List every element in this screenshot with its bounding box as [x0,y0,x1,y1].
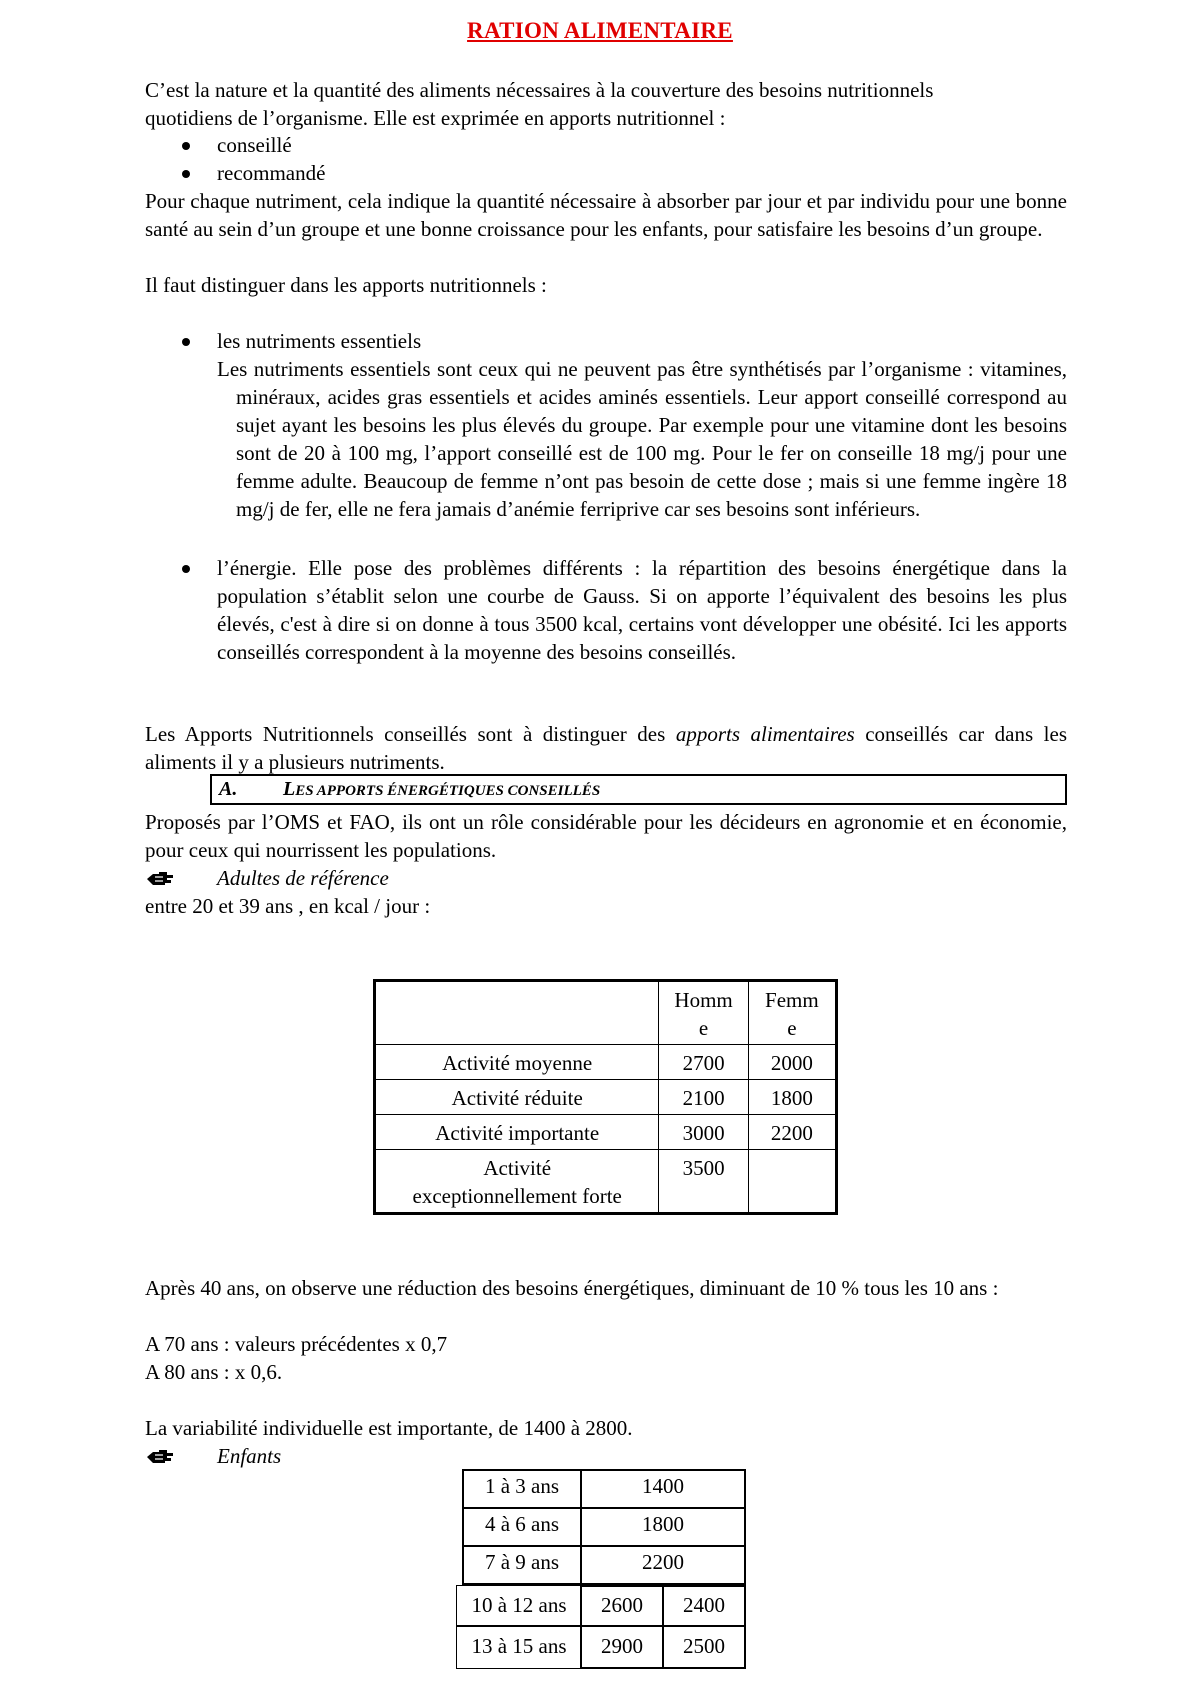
row-label [375,1150,659,1214]
cell-femme: 2000 [748,1045,836,1080]
bullet-icon [182,170,190,178]
bullet-essentials: les nutriments essentiels [217,329,422,353]
bullet-icon [182,565,190,573]
paragraph-essentials: Les nutriments essentiels sont ceux qui ne peuvent pas être synthétisés par l’organisme : vitamines, minéraux, acides gras essentiels et acides aminés essentiels. Leur apport conseillé correspond au sujet ayant les besoins les plus élevés du groupe. Par exemple pour une vitamine dont les besoins sont de 20 à 100 mg, l’apport conseillé est de 100 mg. Pour le fer on conseille 18 mg/j pour une femme adulte. Beaucoup de femme n’ont pas besoin de cette dose ; mais si une femme ingère 18 mg/j de fer, elle ne fera jamais d’anémie ferriprive car ses besoins sont inférieurs. [217,357,1067,521]
table-header-homme [659,981,748,1045]
apports-before: Les Apports Nutritionnels conseillés sont à distinguer des [145,722,676,746]
header-homme-line2: e [698,1016,709,1040]
paragraph-energy: l’énergie. Elle pose des problèmes différents : la répartition des besoins énergétique dans la population s’établit selon une courbe de Gauss. Si on apporte l’équivalent des besoins les plus élevés, c'est à dire si on donne à tous 3500 kcal, certains vont développer une obésité. Ici les apports conseillés correspondent à la moyenne des besoins conseillés. [217,556,1067,664]
section-title-cap: L [283,778,296,800]
bullet-icon [182,142,190,150]
value-cell: 1400 [580,1469,746,1509]
adult-energy-table [373,979,838,1215]
paragraph-nutriment: Pour chaque nutriment, cela indique la quantité nécessaire à absorber par jour et par individu pour une bonne santé au sein d’un groupe et une bonne croissance pour les enfants, pour satisfaire les besoins d’un groupe. [145,189,1067,241]
cell-homme: 2700 [659,1045,748,1080]
line-80-ans: A 80 ans : x 0,6. [145,1360,283,1384]
cell-homme: 2100 [659,1080,748,1115]
pointing-hand-icon [145,870,175,888]
value-cell: 2200 [580,1545,746,1585]
cell-femme: 1800 [748,1080,836,1115]
section-title-rest: ES APPORTS ÉNERGÉTIQUES CONSEILLÉS [295,783,601,799]
age-cell: 4 à 6 ans [462,1507,582,1547]
variability-line: La variabilité individuelle est importante, de 1400 à 2800. [145,1416,633,1440]
pointing-hand-icon [145,1448,175,1466]
section-letter: A. [219,778,238,800]
value-cell: 2500 [662,1625,746,1669]
line-70-ans: A 70 ans : valeurs précédentes x 0,7 [145,1332,448,1356]
header-femme-line1: Femm [765,988,819,1012]
header-homme-line1: Homm [674,988,733,1012]
age-cell: 7 à 9 ans [462,1545,582,1585]
table-row [375,1150,837,1214]
table-row [375,1115,837,1150]
page-title: RATION ALIMENTAIRE [467,18,733,43]
bullet-conseille: conseillé [217,133,292,157]
section-title [283,778,600,801]
table-row [375,1080,837,1115]
children-energy-table [456,1469,746,1677]
paragraph-apports [145,720,1067,776]
cell-homme: 3500 [659,1150,748,1214]
row-label-line1: Activité [483,1156,552,1180]
cell-femme: 2200 [748,1115,836,1150]
table-header-empty [375,981,659,1045]
header-femme-line2: e [787,1016,797,1040]
adults-subtitle: entre 20 et 39 ans , en kcal / jour : [145,894,431,918]
age-cell: 1 à 3 ans [462,1469,582,1509]
cell-femme [748,1150,836,1214]
table-header-femme [748,981,836,1045]
row-label: Activité réduite [375,1080,659,1115]
value-cell: 2400 [662,1585,746,1627]
adults-heading: Adultes de référence [217,866,389,890]
table-row [375,1045,837,1080]
intro-line-1: C’est la nature et la quantité des aliments nécessaires à la couverture des besoins nutritionnels [145,78,934,102]
row-label: Activité importante [375,1115,659,1150]
row-label: Activité moyenne [375,1045,659,1080]
section-heading-box [210,774,1067,805]
children-heading: Enfants [217,1444,282,1468]
apports-italic: apports alimentaires [675,722,855,746]
paragraph-after40: Après 40 ans, on observe une réduction des besoins énergétiques, diminuant de 10 % tous les 10 ans : [145,1276,999,1300]
bullet-recommande: recommandé [217,161,326,185]
value-cell: 2600 [580,1585,664,1627]
value-cell: 1800 [580,1507,746,1547]
bullet-icon [182,338,190,346]
apports-after: conseillés car dans les aliments il y a plusieurs nutriments. [145,722,1067,774]
row-label-line2: exceptionnellement forte [412,1184,622,1208]
distinguish-line: Il faut distinguer dans les apports nutritionnels : [145,273,547,297]
value-cell: 2900 [580,1625,664,1669]
intro-line-2: quotidiens de l’organisme. Elle est exprimée en apports nutritionnel : [145,106,726,130]
age-cell: 10 à 12 ans [456,1585,582,1627]
paragraph-oms: Proposés par l’OMS et FAO, ils ont un rôle considérable pour les décideurs en agronomie et en économie, pour ceux qui nourrissent les populations. [145,810,1067,862]
table-header-row [375,981,837,1045]
age-cell: 13 à 15 ans [456,1625,582,1669]
cell-homme: 3000 [659,1115,748,1150]
